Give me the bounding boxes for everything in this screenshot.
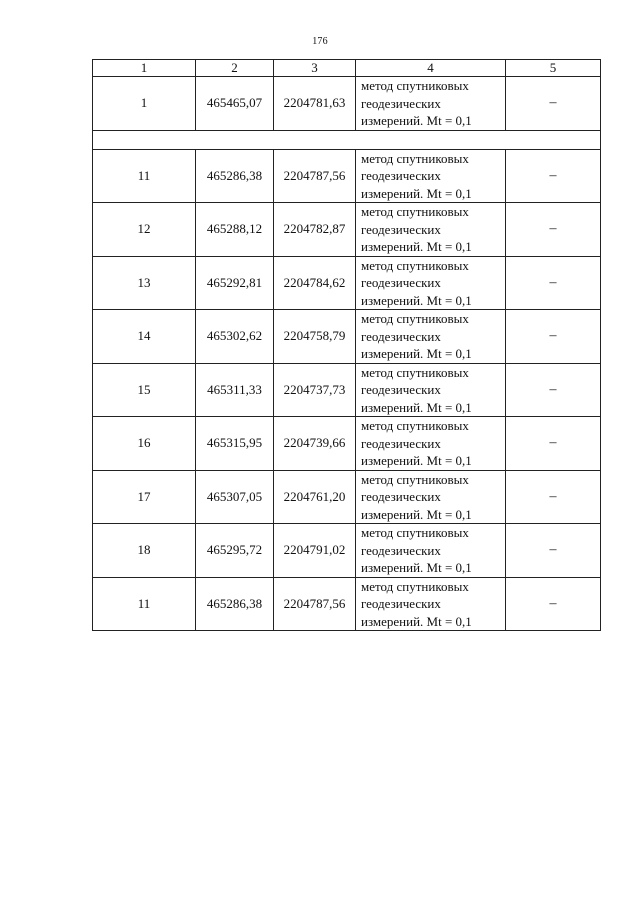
x-coordinate-cell: 465302,62: [196, 310, 274, 364]
method-line: измерений. Mt = 0,1: [361, 506, 472, 522]
point-number-cell: 1: [93, 77, 196, 131]
note-cell: –: [506, 203, 601, 257]
method-cell: [356, 256, 506, 310]
column-header: 4: [356, 60, 506, 77]
x-coordinate-cell: 465286,38: [196, 149, 274, 203]
note-cell: –: [506, 524, 601, 578]
y-coordinate-cell: 2204782,87: [274, 203, 356, 257]
x-coordinate-cell: 465315,95: [196, 417, 274, 471]
method-line: метод спутниковых: [361, 364, 469, 380]
x-coordinate-cell: 465465,07: [196, 77, 274, 131]
point-number-cell: 15: [93, 363, 196, 417]
column-header: 3: [274, 60, 356, 77]
column-header: 1: [93, 60, 196, 77]
note-cell: –: [506, 310, 601, 364]
method-line: геодезических: [361, 168, 441, 183]
method-line: измерений. Mt = 0,1: [361, 113, 472, 128]
method-cell: [356, 310, 506, 364]
y-coordinate-cell: 2204737,73: [274, 363, 356, 417]
method-cell: [356, 577, 506, 631]
method-cell: [356, 77, 506, 131]
method-line: метод спутниковых: [361, 78, 469, 93]
method-line: геодезических: [361, 542, 441, 558]
coordinates-table: [92, 59, 601, 631]
table-row: [93, 256, 601, 310]
table-row: [93, 524, 601, 578]
method-line: метод спутниковых: [361, 471, 469, 487]
table-row: [93, 203, 601, 257]
method-cell: [356, 470, 506, 524]
point-number-cell: 11: [93, 577, 196, 631]
method-cell: [356, 203, 506, 257]
method-line: геодезических: [361, 95, 441, 111]
column-header: 2: [196, 60, 274, 77]
point-number-cell: 14: [93, 310, 196, 364]
method-line: геодезических: [361, 275, 441, 290]
x-coordinate-cell: 465295,72: [196, 524, 274, 578]
note-cell: –: [506, 417, 601, 471]
method-line: геодезических: [361, 382, 441, 397]
x-coordinate-cell: 465307,05: [196, 470, 274, 524]
point-number-cell: 18: [93, 524, 196, 578]
method-line: измерений. Mt = 0,1: [361, 613, 472, 629]
column-header: 5: [506, 60, 601, 77]
y-coordinate-cell: 2204758,79: [274, 310, 356, 364]
y-coordinate-cell: 2204791,02: [274, 524, 356, 578]
y-coordinate-cell: 2204781,63: [274, 77, 356, 131]
note-cell: –: [506, 577, 601, 631]
note-cell: –: [506, 256, 601, 310]
page-number: 176: [312, 36, 328, 47]
method-line: измерений. Mt = 0,1: [361, 346, 472, 361]
method-line: метод спутниковых: [361, 525, 469, 540]
method-line: метод спутниковых: [361, 311, 469, 326]
note-cell: –: [506, 149, 601, 203]
point-number-cell: 11: [93, 149, 196, 203]
method-line: измерений. Mt = 0,1: [361, 399, 472, 415]
method-line: измерений. Mt = 0,1: [361, 453, 472, 468]
method-line: метод спутниковых: [361, 578, 469, 594]
method-line: метод спутниковых: [361, 204, 469, 219]
table-row: [93, 149, 601, 203]
method-line: измерений. Mt = 0,1: [361, 239, 472, 254]
point-number-cell: 17: [93, 470, 196, 524]
table-body: [93, 60, 601, 631]
note-cell: –: [506, 470, 601, 524]
table-header-row: [93, 60, 601, 77]
y-coordinate-cell: 2204761,20: [274, 470, 356, 524]
y-coordinate-cell: 2204787,56: [274, 577, 356, 631]
method-cell: [356, 149, 506, 203]
note-cell: –: [506, 363, 601, 417]
point-number-cell: 12: [93, 203, 196, 257]
table-row: [93, 363, 601, 417]
point-number-cell: 16: [93, 417, 196, 471]
x-coordinate-cell: 465288,12: [196, 203, 274, 257]
x-coordinate-cell: 465292,81: [196, 256, 274, 310]
method-line: геодезических: [361, 435, 441, 451]
table-row: [93, 577, 601, 631]
method-line: геодезических: [361, 328, 441, 344]
method-line: геодезических: [361, 221, 441, 237]
method-line: метод спутниковых: [361, 418, 469, 433]
separator-cell: [93, 130, 601, 149]
point-number-cell: 13: [93, 256, 196, 310]
method-line: измерений. Mt = 0,1: [361, 292, 472, 308]
method-cell: [356, 363, 506, 417]
method-line: метод спутниковых: [361, 150, 469, 166]
y-coordinate-cell: 2204787,56: [274, 149, 356, 203]
table-row: [93, 77, 601, 131]
section-separator-row: [93, 130, 601, 149]
method-line: метод спутниковых: [361, 257, 469, 273]
method-line: геодезических: [361, 596, 441, 611]
y-coordinate-cell: 2204739,66: [274, 417, 356, 471]
table-row: [93, 310, 601, 364]
table-row: [93, 470, 601, 524]
table-row: [93, 417, 601, 471]
method-line: измерений. Mt = 0,1: [361, 560, 472, 575]
note-cell: –: [506, 77, 601, 131]
y-coordinate-cell: 2204784,62: [274, 256, 356, 310]
method-cell: [356, 524, 506, 578]
method-cell: [356, 417, 506, 471]
x-coordinate-cell: 465286,38: [196, 577, 274, 631]
method-line: геодезических: [361, 489, 441, 504]
x-coordinate-cell: 465311,33: [196, 363, 274, 417]
method-line: измерений. Mt = 0,1: [361, 185, 472, 201]
